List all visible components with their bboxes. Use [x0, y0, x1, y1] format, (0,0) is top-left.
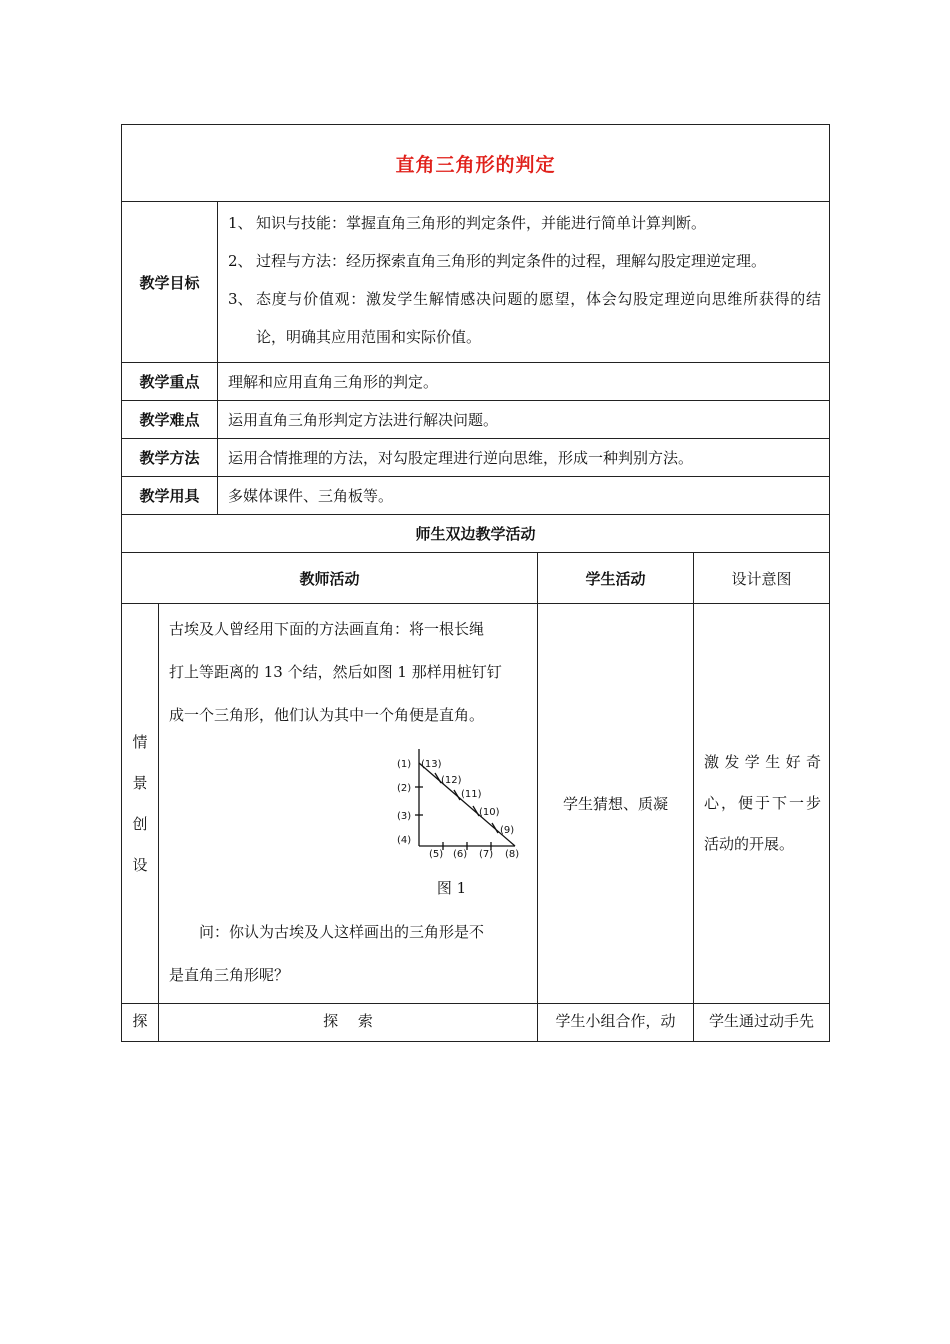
figure-label: (8)	[505, 849, 520, 860]
knotted-rope-triangle-diagram	[397, 743, 537, 861]
objective-number: 3、	[228, 290, 253, 308]
student-activity-scene: 学生猜想、质凝	[538, 604, 694, 1004]
figure-1	[169, 743, 529, 863]
tools-label: 教学用具	[122, 477, 218, 515]
figure-label: (11)	[461, 789, 482, 800]
question-line: 问：你认为古埃及人这样画出的三角形是不	[199, 923, 485, 941]
figure-caption: 图 1	[436, 879, 467, 897]
difficulty-label: 教学难点	[122, 401, 218, 439]
figure-label: (6)	[453, 849, 468, 860]
title-cell	[122, 125, 830, 202]
question-line: 是直角三角形呢？	[169, 966, 290, 984]
intent-scene: 激 发 学 生 好 奇心，便于下一步活动的开展。	[694, 604, 830, 1004]
stage-label-char: 创	[132, 814, 148, 833]
student-column-header: 学生活动	[538, 553, 694, 604]
objective-text: 知识与技能：掌握直角三角形的判定条件，并能进行简单计算判断。	[256, 214, 707, 232]
figure-label: (7)	[479, 849, 494, 860]
objectives-label: 教学目标	[122, 202, 218, 363]
objective-item	[228, 280, 821, 356]
teacher-text-line: 成一个三角形，他们认为其中一个角便是直角。	[169, 706, 485, 724]
intent-column-header: 设计意图	[694, 553, 830, 604]
objective-number: 1、	[228, 214, 253, 232]
teacher-column-header: 教师活动	[122, 553, 538, 604]
objective-item	[228, 204, 821, 242]
tools-text: 多媒体课件、三角板等。	[218, 477, 830, 515]
figure-label: (3)	[397, 811, 412, 822]
stage-label-explore: 探	[122, 1004, 159, 1042]
objectives-content	[218, 202, 830, 363]
stage-label-char: 情	[132, 732, 148, 751]
objective-text: 过程与方法：经历探索直角三角形的判定条件的过程，理解勾股定理逆定理。	[256, 252, 767, 270]
figure-label: (12)	[441, 775, 462, 786]
method-text: 运用合情推理的方法，对勾股定理进行逆向思维，形成一种判别方法。	[218, 439, 830, 477]
stage-label-char: 景	[132, 773, 148, 792]
teacher-text-line: 打上等距离的 13 个结，然后如图 1 那样用桩钉钉	[169, 663, 502, 681]
activities-heading: 师生双边教学活动	[122, 515, 830, 553]
stage-label-scene	[122, 604, 159, 1004]
figure-label: (13)	[421, 759, 442, 770]
objective-text: 态度与价值观：激发学生解情感决问题的愿望，体会勾股定理逆向思维所获得的结论，明确其应用范围和实际价值。	[256, 290, 821, 346]
figure-label: (2)	[397, 783, 412, 794]
intent-explore: 学生通过动手先	[694, 1004, 830, 1042]
method-label: 教学方法	[122, 439, 218, 477]
figure-label: (4)	[397, 835, 412, 846]
objectives-list	[228, 202, 821, 362]
stage-label-char: 设	[132, 855, 148, 874]
teacher-activity-scene	[159, 604, 538, 1004]
figure-label: (9)	[500, 825, 515, 836]
figure-label: (10)	[479, 807, 500, 818]
objective-number: 2、	[228, 252, 253, 270]
key-point-text: 理解和应用直角三角形的判定。	[218, 363, 830, 401]
difficulty-text: 运用直角三角形判定方法进行解决问题。	[218, 401, 830, 439]
figure-label: (5)	[429, 849, 444, 860]
student-activity-explore: 学生小组合作，动	[538, 1004, 694, 1042]
figure-label: (1)	[397, 759, 412, 770]
teacher-activity-explore: 探 索	[159, 1004, 538, 1042]
key-point-label: 教学重点	[122, 363, 218, 401]
objective-item	[228, 242, 821, 280]
page-title: 直角三角形的判定	[395, 153, 556, 176]
lesson-plan-table	[121, 124, 830, 1042]
teacher-text-line: 古埃及人曾经用下面的方法画直角：将一根长绳	[169, 620, 485, 638]
